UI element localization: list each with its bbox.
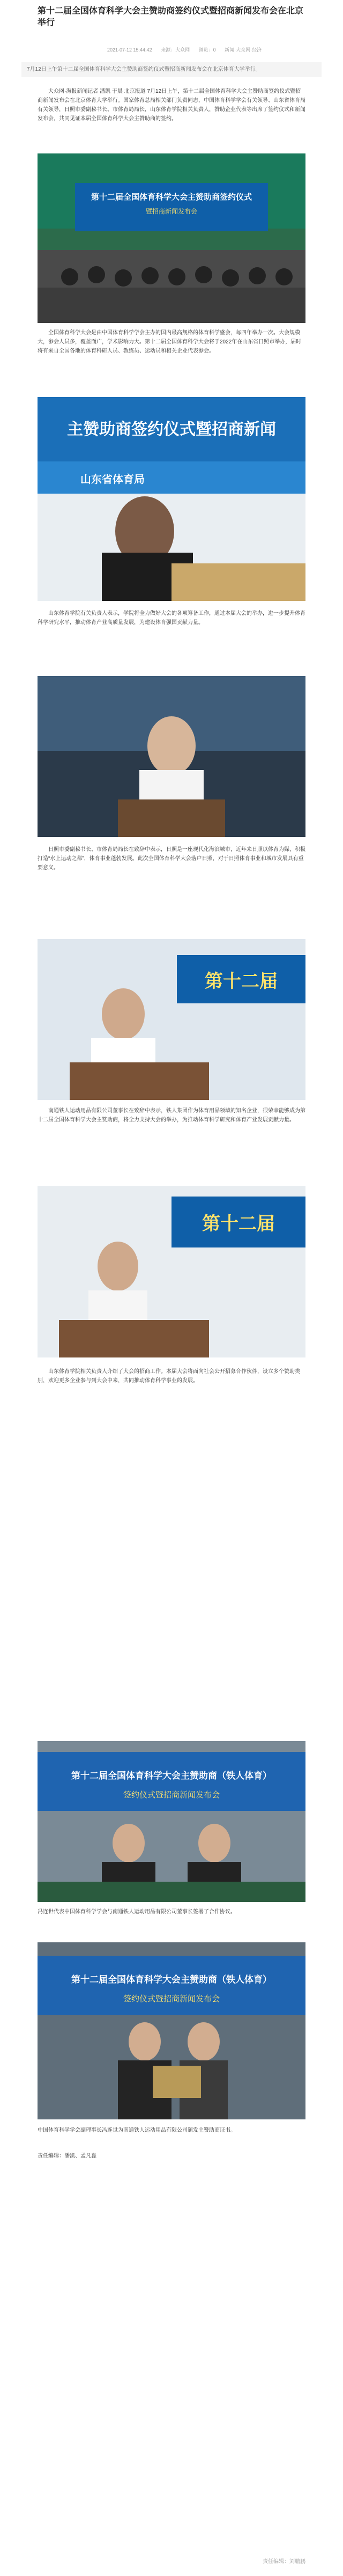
paragraph-5: 南通铁人运动用品有限公司董事长在致辞中表示，铁人集团作为体育用品领域的知名企业，很荣幸能够成为第十二届全国体育科学大会主赞助商，将全力支持大会的举办，为推动体育科学研究和体育产业发展贡献力量。 <box>38 1108 305 1123</box>
view-count: 浏览：0 <box>198 47 216 53</box>
photo-4 <box>38 939 305 1100</box>
photo-2 <box>38 397 305 601</box>
caption-signing: 冯连世代表中国体育科学学会与南通铁人运动用品有限公司董事长签署了合作协议。 <box>38 1909 236 1915</box>
photo-2-sub: 山东省体育局 <box>80 474 145 486</box>
paragraph-6: 山东体育学院相关负责人介绍了大会的招商工作。本届大会将面向社会公开招募合作伙伴，设立多个赞助类别，欢迎更多企业参与到大会中来，共同推动体育科学事业的发展。 <box>38 1369 300 1384</box>
article-editor-line: 责任编辑：潘凯、孟凡淼 <box>38 2153 96 2159</box>
publish-date: 2021-07-12 15:44:42 <box>107 47 152 53</box>
photo-2-banner: 主赞助商签约仪式暨招商新闻 <box>67 421 276 438</box>
editor-credit: 责任编辑：刘鹏鹏 <box>263 2559 305 2565</box>
paragraph-3: 山东体育学院有关负责人表示，学院将全力做好大会的各项筹备工作，通过本届大会的举办，进一步提升体育科学研究水平，推动体育产业高质量发展，为建设体育强国贡献力量。 <box>38 611 305 626</box>
photo-7-sub: 签约仪式暨招商新闻发布会 <box>123 1994 220 2003</box>
article-source: 来源：大众网 <box>161 47 190 53</box>
article-title: 第十二届全国体育科学大会主赞助商签约仪式暨招商新闻发布会在北京举行 <box>38 6 304 27</box>
photo-1 <box>38 153 305 323</box>
photo-6-banner: 第十二届全国体育科学大会主赞助商（铁人体育） <box>71 1771 272 1781</box>
photo-5 <box>38 1186 305 1357</box>
paragraph-2: 全国体育科学大会是由中国体育科学学会主办的国内最高规格的体育科学盛会，每四年举办一次。大会规模大，参会人员多，覆盖面广，学术影响力大。第十二届全国体育科学大会将于2022年在山东省日照市举办，届时将有来自全国各地的体育科研人员、教练员、运动员和相关企业代表参会。 <box>38 330 302 354</box>
photo-1-sub: 暨招商新闻发布会 <box>145 208 198 215</box>
photo-7 <box>38 1942 305 2119</box>
photo-3 <box>38 676 305 837</box>
article-meta <box>107 46 311 53</box>
paragraph-1: 大众网·海报新闻记者 潘凯 于晨 北京报道 7月12日上午，第十二届全国体育科学大会主赞助商签约仪式暨招商新闻发布会在北京体育大学举行。国家体育总局相关部门负责同志，中国体育科学学会有关领导、山东省体育局有关领导，日照市委副秘书长、市体育局局长，山东体育学院相关负责人，赞助企业代表等出席了签约仪式和新闻发布会，共同见证本届全国体育科学大会主赞助商的签约。 <box>38 89 305 122</box>
photo-7-banner: 第十二届全国体育科学大会主赞助商（铁人体育） <box>71 1975 272 1985</box>
photo-1-banner: 第十二届全国体育科学大会主赞助商签约仪式 <box>91 193 252 202</box>
photo-6 <box>38 1741 305 1902</box>
article-tag: 新闻·大众网·经济 <box>225 47 262 53</box>
photo-6-sub: 签约仪式暨招商新闻发布会 <box>123 1790 220 1800</box>
article-lead: 7月12日上午第十二届全国体育科学大会主赞助商签约仪式暨招商新闻发布会在北京体育大学举行。 <box>21 62 322 77</box>
paragraph-4: 日照市委副秘书长、市体育局局长在致辞中表示，日照是一座现代化海滨城市，近年来日照以体育为媒，积极打造“水上运动之都”，体育事业蓬勃发展。此次全国体育科学大会落户日照，对于日照体育事业和城市发展具有重要意义。 <box>38 847 305 871</box>
photo-5-banner: 第十二届 <box>202 1214 275 1234</box>
photo-4-banner: 第十二届 <box>205 971 278 992</box>
caption-certificate: 中国体育科学学会副理事长冯连世为南通铁人运动用品有限公司颁发主赞助商证书。 <box>38 2127 236 2133</box>
